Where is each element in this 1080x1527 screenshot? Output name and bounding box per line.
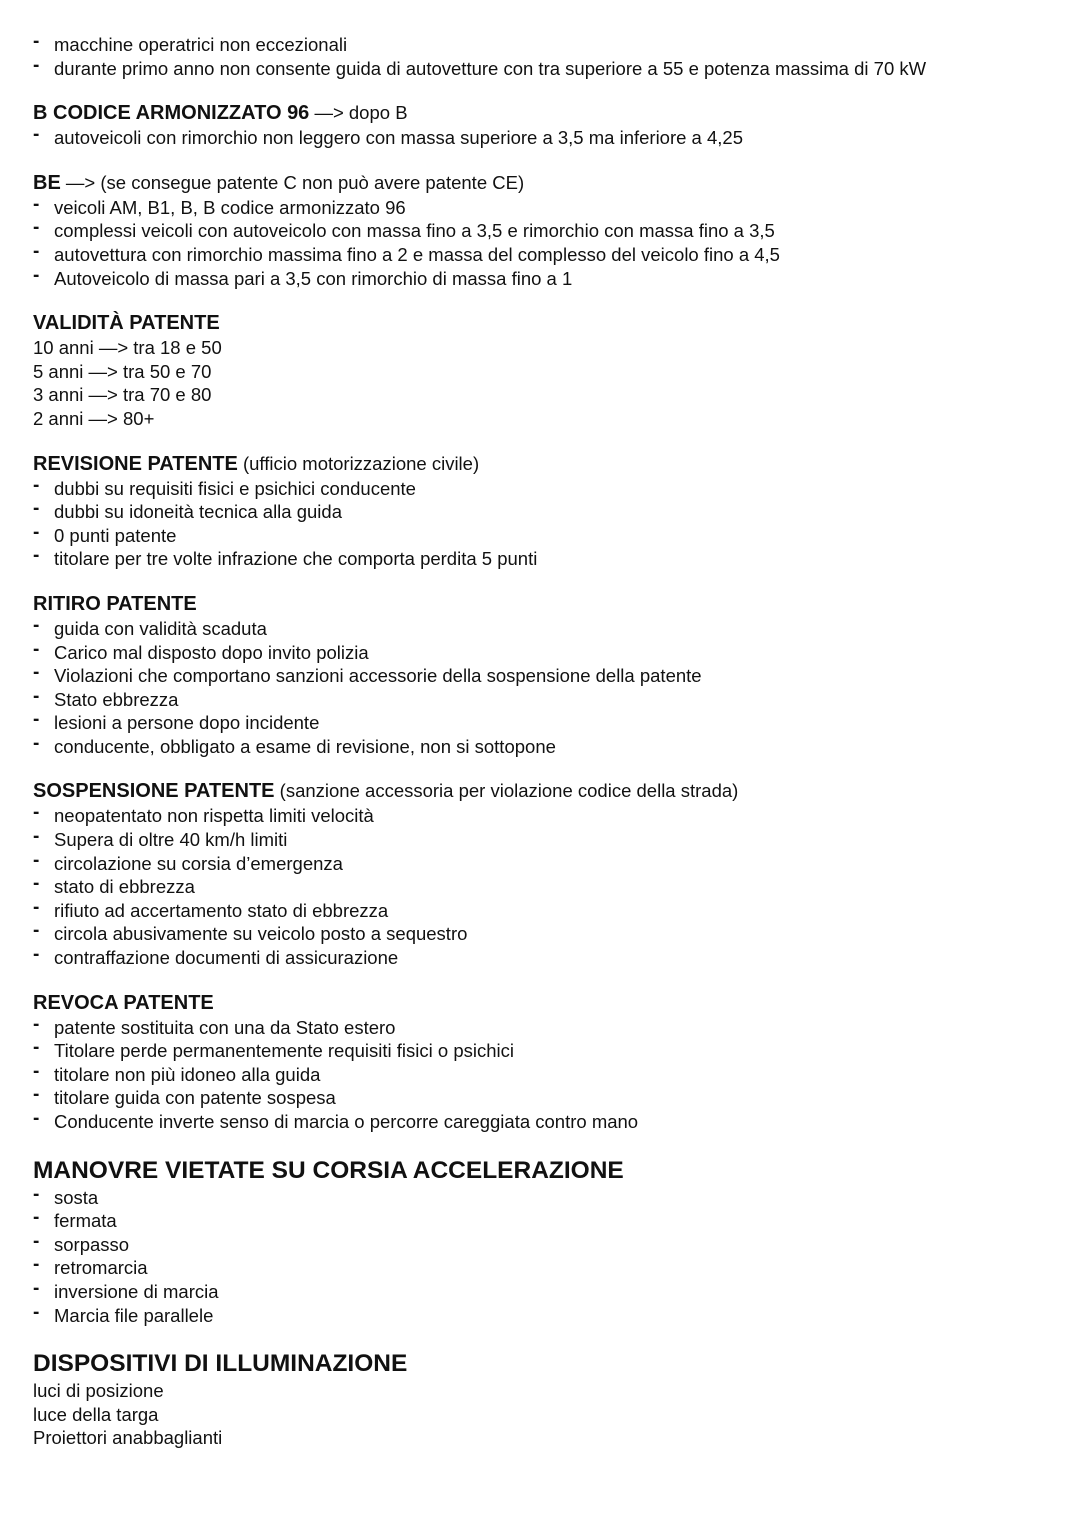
list-item: - circola abusivamente su veicolo posto a sequestro — [33, 922, 1053, 946]
list-item: - autovettura con rimorchio massima fino a 2 e massa del complesso del veicolo fino a 4,5 — [33, 243, 1053, 267]
lighting-line: luce della targa — [33, 1403, 159, 1425]
list-item: - Stato ebbrezza — [33, 688, 1053, 712]
list-item: - veicoli AM, B1, B, B codice armonizzato 96 — [33, 196, 1053, 220]
list-item: - inversione di marcia — [33, 1280, 1053, 1304]
list-item: - titolare per tre volte infrazione che comporta perdita 5 punti — [33, 547, 1053, 571]
section-heading — [33, 990, 1053, 1016]
list-item: - durante primo anno non consente guida di autovetture con tra superiore a 55 e potenza massima di 70 kW — [33, 57, 1053, 81]
section-heading-large: MANOVRE VIETATE SU CORSIA ACCELERAZIONE — [33, 1156, 624, 1184]
list-item: - lesioni a persone dopo incidente — [33, 711, 1053, 735]
document-page — [33, 33, 1053, 1450]
section-heading — [33, 310, 1053, 336]
revisione-list — [33, 477, 1053, 571]
list-item: - Conducente inverte senso di marcia o percorre careggiata contro mano — [33, 1110, 1053, 1134]
list-item: - neopatentato non rispetta limiti velocità — [33, 804, 1053, 828]
heading-title: VALIDITÀ PATENTE — [33, 312, 220, 335]
section-manovre — [33, 1156, 1053, 1328]
heading-note: —> dopo B — [309, 102, 408, 124]
heading-note: —> (se consegue patente C non può avere patente CE) — [60, 171, 525, 193]
ritiro-list — [33, 617, 1053, 759]
validity-line: 5 anni —> tra 50 e 70 — [33, 360, 212, 382]
list-item: - guida con validità scaduta — [33, 617, 1053, 641]
lighting-line: luci di posizione — [33, 1380, 164, 1402]
list-item: - complessi veicoli con autoveicolo con massa fino a 3,5 e rimorchio con massa fino a 3,5 — [33, 219, 1053, 243]
validity-line: 3 anni —> tra 70 e 80 — [33, 384, 212, 406]
list-item: - patente sostituita con una da Stato estero — [33, 1016, 1053, 1040]
sospensione-list — [33, 804, 1053, 969]
list-item: - 0 punti patente — [33, 524, 1053, 548]
list-item: - Carico mal disposto dopo invito polizia — [33, 641, 1053, 665]
list-item: - rifiuto ad accertamento stato di ebbrezza — [33, 899, 1053, 923]
section-b96 — [33, 100, 1053, 150]
heading-title: RITIRO PATENTE — [33, 592, 197, 615]
list-item: - Violazioni che comportano sanzioni accessorie della sospensione della patente — [33, 664, 1053, 688]
heading-title: SOSPENSIONE PATENTE — [33, 780, 275, 803]
be-list — [33, 196, 1053, 290]
section-illuminazione — [33, 1349, 1053, 1450]
section-heading — [33, 591, 1053, 617]
list-item: - dubbi su idoneità tecnica alla guida — [33, 500, 1053, 524]
heading-title: REVOCA PATENTE — [33, 991, 214, 1014]
section-ritiro — [33, 591, 1053, 759]
list-item: - stato di ebbrezza — [33, 875, 1053, 899]
section-be — [33, 170, 1053, 290]
list-item: - Supera di oltre 40 km/h limiti — [33, 828, 1053, 852]
validity-line: 10 anni —> tra 18 e 50 — [33, 337, 222, 359]
heading-title: REVISIONE PATENTE — [33, 452, 238, 475]
section-validita — [33, 310, 1053, 430]
list-item: - retromarcia — [33, 1256, 1053, 1280]
list-item: - sorpasso — [33, 1233, 1053, 1257]
heading-title: BE — [33, 171, 61, 194]
revoca-list — [33, 1016, 1053, 1134]
list-item: - Marcia file parallele — [33, 1304, 1053, 1328]
section-sospensione — [33, 778, 1053, 969]
section-heading — [33, 100, 1053, 126]
list-item: - circolazione su corsia d’emergenza — [33, 852, 1053, 876]
list-item: - fermata — [33, 1209, 1053, 1233]
heading-note: (sanzione accessoria per violazione codice della strada) — [274, 780, 739, 802]
section-heading — [33, 778, 1053, 804]
manovre-list — [33, 1186, 1053, 1328]
list-item: - conducente, obbligato a esame di revisione, non si sottopone — [33, 735, 1053, 759]
section-revoca — [33, 990, 1053, 1134]
section-heading — [33, 170, 1053, 196]
validity-line: 2 anni —> 80+ — [33, 407, 155, 429]
heading-note: (ufficio motorizzazione civile) — [237, 452, 480, 474]
lighting-line: Proiettori anabbaglianti — [33, 1427, 223, 1449]
list-item: - Titolare perde permanentemente requisiti fisici o psichici — [33, 1039, 1053, 1063]
section-heading — [33, 451, 1053, 477]
list-item: - macchine operatrici non eccezionali — [33, 33, 1053, 57]
section-revisione — [33, 451, 1053, 571]
list-item: - titolare guida con patente sospesa — [33, 1086, 1053, 1110]
list-item: - dubbi su requisiti fisici e psichici conducente — [33, 477, 1053, 501]
list-item: - titolare non più idoneo alla guida — [33, 1063, 1053, 1087]
list-item: - contraffazione documenti di assicurazione — [33, 946, 1053, 970]
list-item: - Autoveicolo di massa pari a 3,5 con rimorchio di massa fino a 1 — [33, 267, 1053, 291]
list-item: - sosta — [33, 1186, 1053, 1210]
list-item: - autoveicoli con rimorchio non leggero con massa superiore a 3,5 ma inferiore a 4,25 — [33, 126, 1053, 150]
section-heading-large: DISPOSITIVI DI ILLUMINAZIONE — [33, 1350, 408, 1378]
top-list — [33, 33, 1053, 80]
b96-list — [33, 126, 1053, 150]
heading-title: B CODICE ARMONIZZATO 96 — [33, 102, 310, 125]
